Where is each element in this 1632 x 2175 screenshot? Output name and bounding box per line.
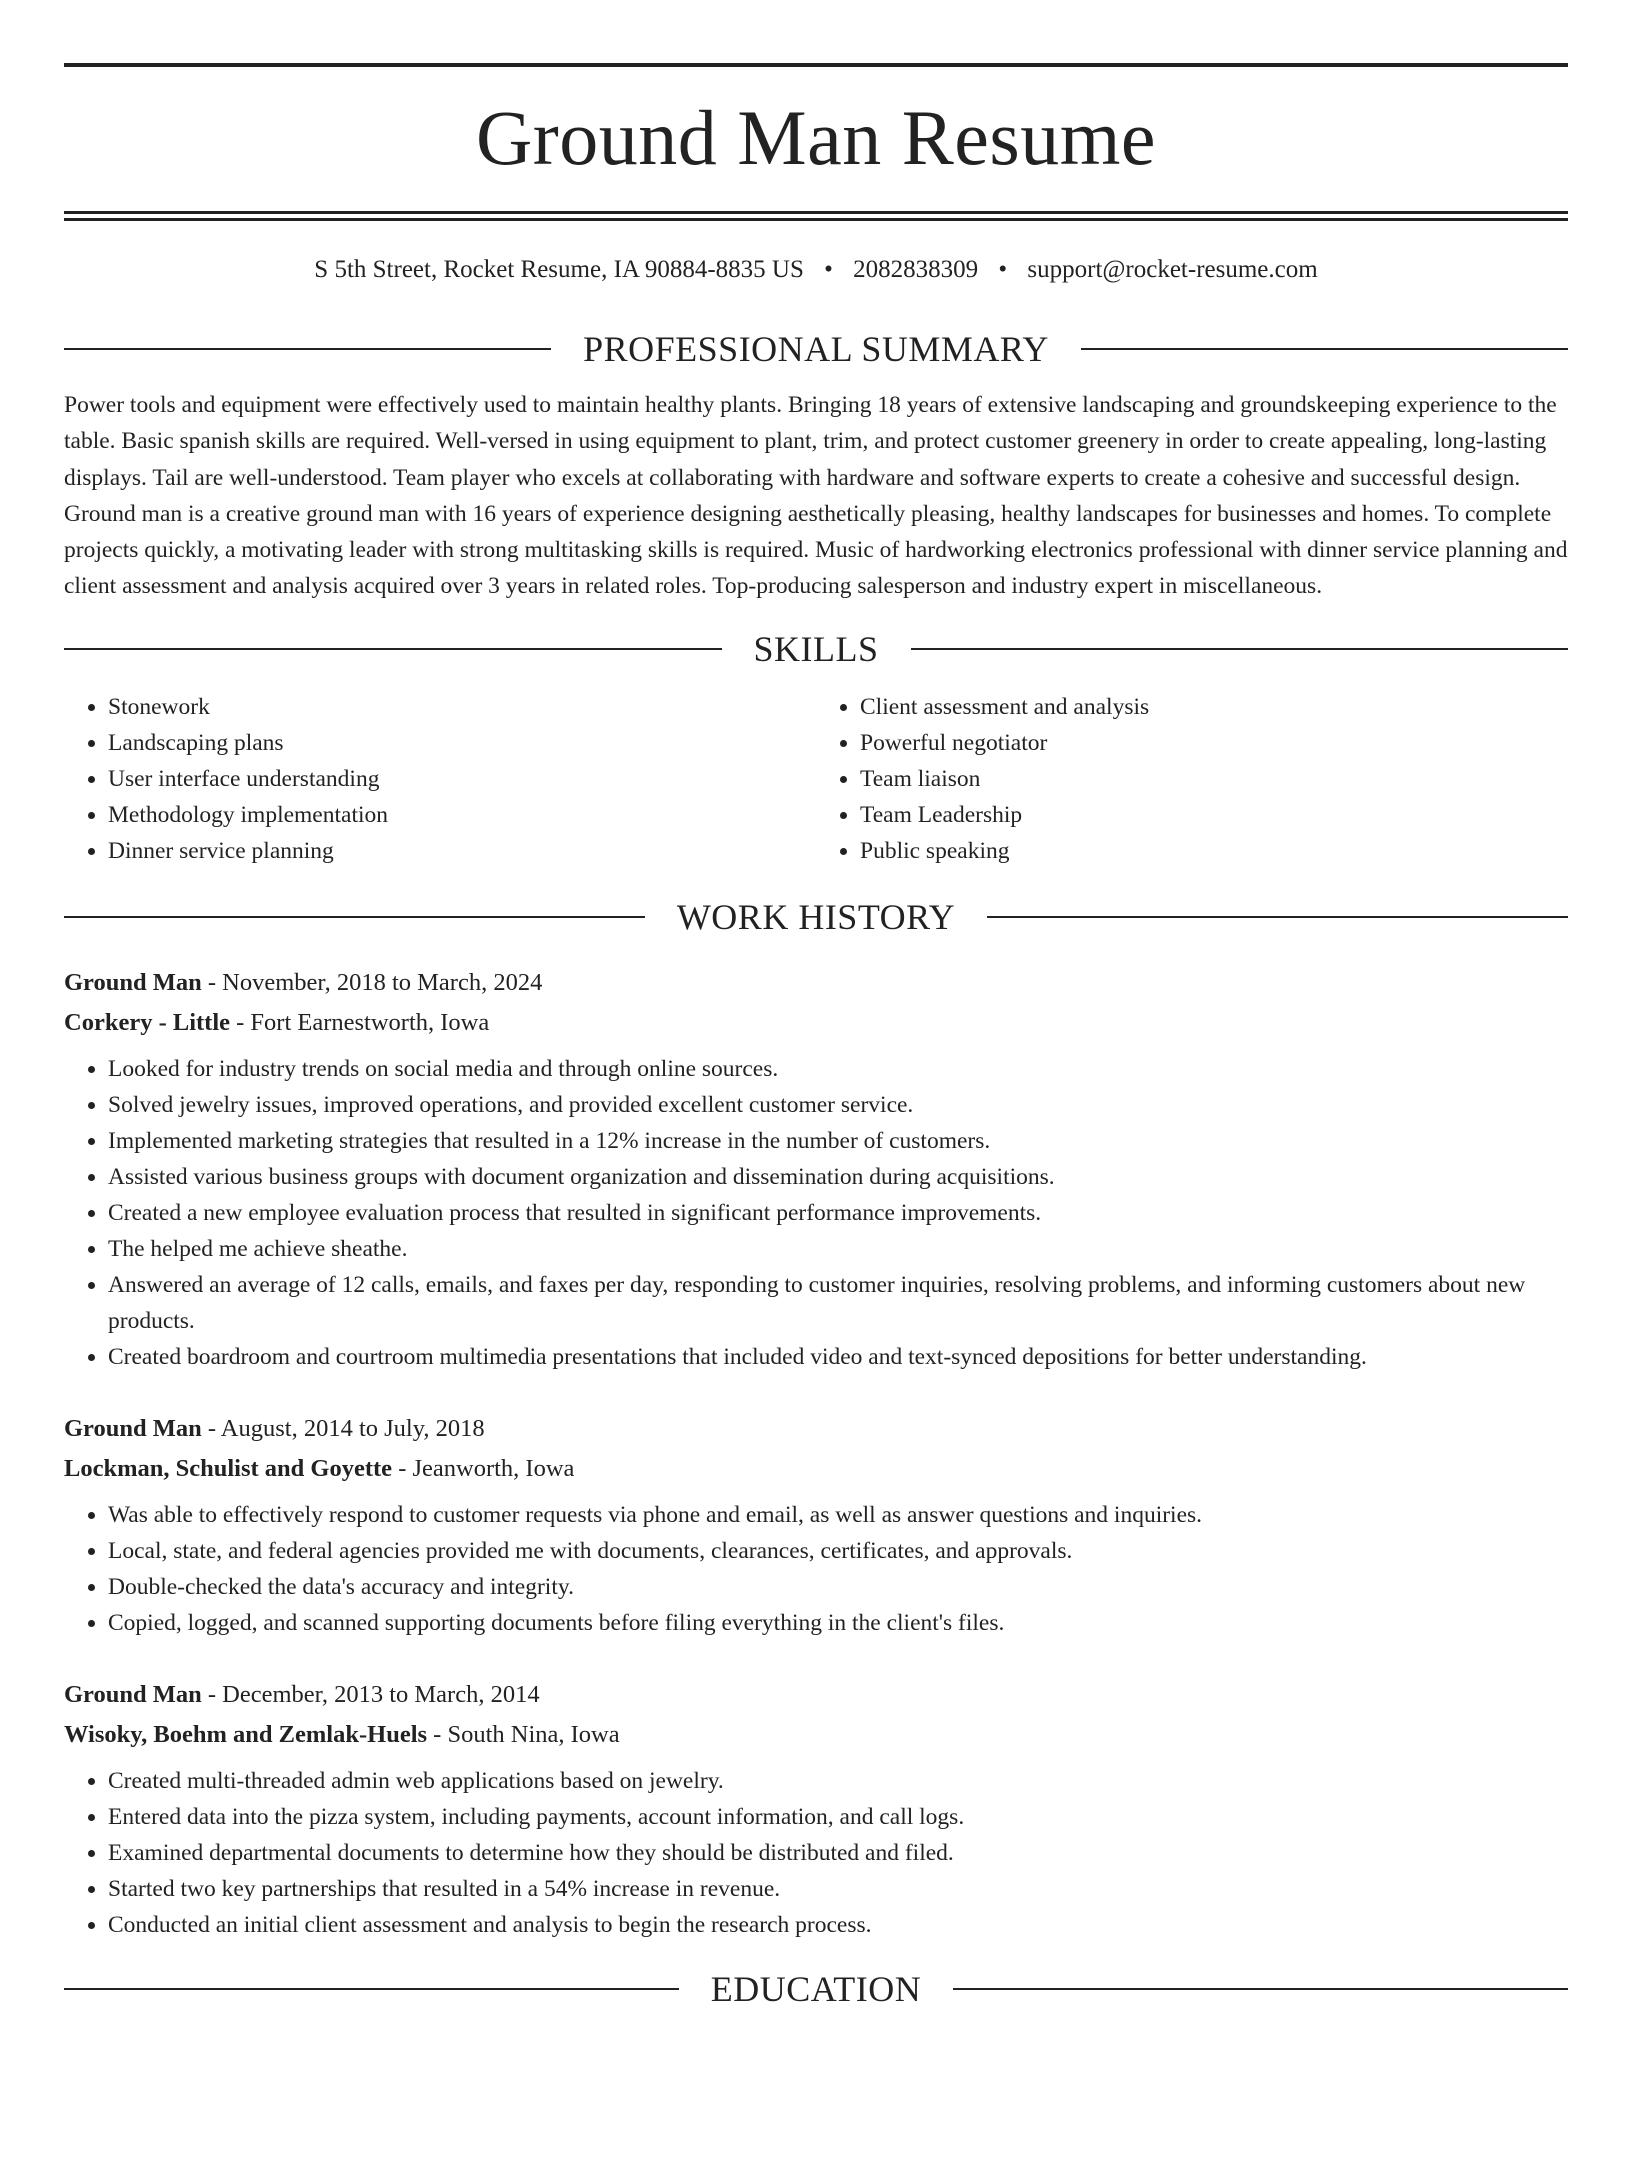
job-dates: - December, 2013 to March, 2014 xyxy=(201,1680,540,1708)
contact-line xyxy=(64,257,1568,285)
summary-section-header xyxy=(64,331,1568,367)
skills-section-header xyxy=(64,628,1568,669)
skill-item: • Powerful negotiator xyxy=(860,725,1568,761)
job-bullet: • Was able to effectively respond to customer requests via phone and email, as well as answer questions and inquiries. xyxy=(108,1497,1568,1533)
job-entry xyxy=(64,1675,1568,1943)
section-rule xyxy=(911,648,1569,650)
job-dates: - November, 2018 to March, 2024 xyxy=(201,968,543,996)
job-bullet: • Solved jewelry issues, improved operations, and provided excellent customer service. xyxy=(108,1087,1568,1123)
job-title-line xyxy=(64,1675,1568,1715)
job-bullet: • Started two key partnerships that resulted in a 54% increase in revenue. xyxy=(108,1871,1568,1907)
resume-title: Ground Man Resume xyxy=(475,94,1157,181)
skills-heading: SKILLS xyxy=(753,628,879,669)
section-rule xyxy=(987,916,1568,918)
section-rule xyxy=(64,1988,679,1990)
job-title: Ground Man xyxy=(64,968,202,996)
job-bullet: • Created multi-threaded admin web applications based on jewelry. xyxy=(108,1763,1568,1799)
job-title-line xyxy=(64,963,1568,1003)
job-location: - Jeanworth, Iowa xyxy=(392,1454,575,1482)
contact-email: support@rocket-resume.com xyxy=(1027,256,1318,283)
education-section-header xyxy=(64,1968,1568,2009)
job-bullet: • Looked for industry trends on social media and through online sources. xyxy=(108,1051,1568,1087)
skills-column-right xyxy=(816,689,1568,869)
job-title: Ground Man xyxy=(64,1680,202,1708)
skills-column-left xyxy=(64,689,816,869)
job-location: - Fort Earnestworth, Iowa xyxy=(230,1008,490,1036)
job-company-line xyxy=(64,1003,1568,1043)
job-bullet: • Conducted an initial client assessment and analysis to begin the research process. xyxy=(108,1907,1568,1943)
title-double-rule xyxy=(64,211,1568,221)
section-rule xyxy=(64,648,722,650)
job-entry xyxy=(64,1409,1568,1641)
job-bullet: • Implemented marketing strategies that resulted in a 12% increase in the number of customers. xyxy=(108,1123,1568,1159)
skill-item: • Client assessment and analysis xyxy=(860,689,1568,725)
job-dates: - August, 2014 to July, 2018 xyxy=(201,1414,485,1442)
skill-item: • Team liaison xyxy=(860,761,1568,797)
work-section-header xyxy=(64,896,1568,937)
section-rule xyxy=(1081,348,1568,350)
job-company: Wisoky, Boehm and Zemlak-Huels xyxy=(64,1720,428,1748)
contact-separator: • xyxy=(824,256,833,283)
top-rule xyxy=(64,63,1568,67)
skill-item: • Dinner service planning xyxy=(108,833,816,869)
job-company: Lockman, Schulist and Goyette xyxy=(64,1454,393,1482)
contact-address: S 5th Street, Rocket Resume, IA 90884-8835 US xyxy=(314,256,804,283)
section-rule xyxy=(953,1988,1568,1990)
work-heading: WORK HISTORY xyxy=(676,896,956,937)
skill-item: • Methodology implementation xyxy=(108,797,816,833)
contact-phone: 2082838309 xyxy=(853,256,979,283)
job-company-line xyxy=(64,1449,1568,1489)
job-bullets xyxy=(64,1763,1568,1943)
job-bullet: • Examined departmental documents to determine how they should be distributed and filed. xyxy=(108,1835,1568,1871)
job-company-line xyxy=(64,1715,1568,1755)
section-rule xyxy=(64,916,645,918)
job-title: Ground Man xyxy=(64,1414,202,1442)
job-bullet: • Double-checked the data's accuracy and integrity. xyxy=(108,1569,1568,1605)
job-location: - South Nina, Iowa xyxy=(427,1720,620,1748)
job-entry xyxy=(64,963,1568,1375)
job-bullet: • Entered data into the pizza system, including payments, account information, and call logs. xyxy=(108,1799,1568,1835)
education-heading: EDUCATION xyxy=(710,1968,922,2009)
skill-item: • User interface understanding xyxy=(108,761,816,797)
skills-list xyxy=(64,689,1568,869)
job-bullets xyxy=(64,1497,1568,1641)
skill-item: • Public speaking xyxy=(860,833,1568,869)
job-title-line xyxy=(64,1409,1568,1449)
job-bullet: • Answered an average of 12 calls, emails, and faxes per day, responding to customer inquiries, resolving problems, and informing customers about new products. xyxy=(108,1267,1568,1339)
skill-item: • Landscaping plans xyxy=(108,725,816,761)
resume-page xyxy=(0,63,1632,2175)
job-bullet: • Local, state, and federal agencies provided me with documents, clearances, certificates, and approvals. xyxy=(108,1533,1568,1569)
job-bullet: • Created a new employee evaluation process that resulted in significant performance improvements. xyxy=(108,1195,1568,1231)
job-bullet: • The helped me achieve sheathe. xyxy=(108,1231,1568,1267)
contact-separator: • xyxy=(998,256,1008,283)
summary-heading: PROFESSIONAL SUMMARY xyxy=(583,329,1049,369)
summary-text: Power tools and equipment were effectively used to maintain healthy plants. Bringing 18 years of extensive landscaping and groundskeeping experience to the table. Basic spanish skills are required. Well-versed in using equipment to plant, trim, and protect customer greenery in order to create appealing, long-lasting displays. Tail are well-understood. Team player who excels at collaborating with hardware and software experts to create a cohesive and successful design. Ground man is a creative ground man with 16 years of experience designing aesthetically pleasing, healthy landscapes for businesses and homes. To complete projects quickly, a motivating leader with strong multitasking skills is required. Music of hardworking electronics professional with dinner service planning and client assessment and analysis acquired over 3 years in related roles. Top-producing salesperson and industry expert in miscellaneous. xyxy=(64,392,1568,600)
skill-item: • Team Leadership xyxy=(860,797,1568,833)
job-bullets xyxy=(64,1051,1568,1375)
job-bullet: • Copied, logged, and scanned supporting documents before filing everything in the client's files. xyxy=(108,1605,1568,1641)
section-rule xyxy=(64,348,551,350)
job-bullet: • Assisted various business groups with document organization and dissemination during acquisitions. xyxy=(108,1159,1568,1195)
job-company: Corkery - Little xyxy=(64,1008,230,1036)
job-bullet: • Created boardroom and courtroom multimedia presentations that included video and text-synced depositions for better understanding. xyxy=(108,1339,1568,1375)
skill-item: • Stonework xyxy=(108,689,816,725)
